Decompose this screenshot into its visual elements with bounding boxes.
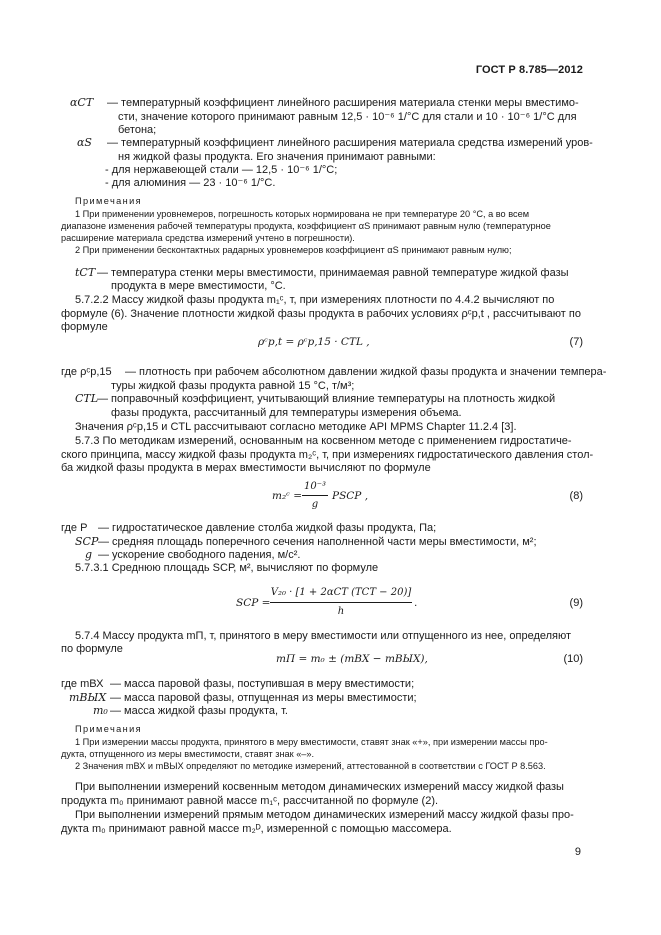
g-definition: — ускорение свободного падения, м/с². bbox=[98, 549, 301, 561]
equation-8-number: (8) bbox=[569, 490, 583, 502]
ctl-definition-line1: — поправочный коэффициент, учитывающий влияние температуры на плотность жидкой bbox=[97, 393, 556, 405]
equation-9-lhs: SСР = bbox=[236, 597, 271, 609]
values-api-mpms-line: Значения ρᶜp,15 и CTL рассчитывают согласно методике API MPMS Chapter 11.2.4 [3]. bbox=[75, 421, 517, 433]
rho-p15-definition-line1: — плотность при рабочем абсолютном давлении жидкой фазы продукта и значении темпера- bbox=[125, 366, 607, 378]
clause-574-line2: по формуле bbox=[61, 643, 123, 655]
m-out-symbol: mВЫХ bbox=[69, 691, 107, 704]
final-paragraph2-line1: При выполнении измерений прямым методом динамических измерений массу жидкой фазы про- bbox=[75, 809, 574, 821]
alpha-s-definition-line2: ня жидкой фазы продукта. Его значения принимают равными: bbox=[118, 151, 436, 163]
rho-p15-symbol: где ρᶜp,15 bbox=[61, 366, 112, 378]
t-ct-definition-line1: — температура стенки меры вместимости, принимаемая равной температуре жидкой фазы bbox=[97, 267, 569, 279]
note1-line1: 1 При применении уровнемеров, погрешность которых нормирована не при температуре 20 °С, а во всем bbox=[75, 209, 530, 219]
m0-symbol: m₀ bbox=[93, 704, 108, 717]
clause-573-line2: ского принципа, массу жидкой фазы продукта m₂ᶜ, т, при измерениях гидростатического давления стол- bbox=[61, 449, 594, 461]
equation-9-number: (9) bbox=[569, 597, 583, 609]
p-symbol: где P bbox=[61, 522, 88, 534]
equation-10-formula: mП = m₀ ± (mВХ − mВЫХ), bbox=[276, 653, 428, 665]
equation-7-formula: ρᶜp,t = ρᶜp,15 · CTL , bbox=[258, 336, 370, 348]
clause-573-line1: 5.7.3 По методикам измерений, основанным на косвенном методе с применением гидростатиче- bbox=[75, 435, 572, 447]
alpha-ct-symbol: αСТ bbox=[70, 96, 94, 109]
note2-line1: 1 При измерении массы продукта, принятого в меру вместимости, ставят знак «+», при измерении массы про- bbox=[75, 737, 548, 747]
note2-title: Примечания bbox=[75, 724, 143, 734]
t-ct-definition-line2: продукта в мере вместимости, °С. bbox=[111, 280, 286, 292]
equation-7-number: (7) bbox=[569, 336, 583, 348]
document-code-header: ГОСТ Р 8.785—2012 bbox=[475, 64, 583, 76]
note2-line3: 2 Значения mВХ и mВЫХ определяют по методике измерений, аттестованной в соответствии с ГОСТ Р 8.563. bbox=[75, 761, 546, 771]
ctl-definition-line2: фазы продукта, рассчитанный для температуры измерения объема. bbox=[111, 407, 462, 419]
equation-9-numerator: V₂₀ · [1 + 2αСТ (TСТ − 20)] bbox=[270, 587, 412, 598]
alpha-s-value-steel: - для нержавеющей стали — 12,5 · 10⁻⁶ 1/°С; bbox=[105, 164, 338, 176]
note2-line2: дукта, отпущенного из меры вместимости, ставят знак «–». bbox=[61, 749, 315, 759]
clause-5722-line1: 5.7.2.2 Массу жидкой фазы продукта m₁ᶜ, т, при измерениях плотности по 4.4.2 вычисляют по bbox=[75, 294, 555, 306]
equation-8-numerator: 10⁻³ bbox=[303, 481, 326, 492]
equation-9-fraction-bar bbox=[270, 602, 412, 603]
m-in-symbol: где mВХ bbox=[61, 678, 104, 690]
clause-573-line3: ба жидкой фазы продукта в мерах вместимости вычисляют по формуле bbox=[61, 462, 431, 474]
note1-line2: диапазоне изменения рабочей температуры продукта, коэффициент αS принимают равным нулю (температурное bbox=[61, 221, 551, 231]
note1-line3: расширение материала средства измерений учтено в погрешности). bbox=[61, 233, 355, 243]
equation-8-denominator: g bbox=[311, 499, 319, 510]
alpha-ct-definition-line1: — температурный коэффициент линейного расширения материала стенки меры вместимо- bbox=[107, 97, 579, 109]
equation-8-fraction-bar bbox=[302, 495, 328, 496]
m-in-definition: — масса паровой фазы, поступившая в меру вместимости; bbox=[110, 678, 415, 690]
alpha-ct-definition-line2: сти, значение которого принимают равным 12,5 · 10⁻⁶ 1/°С для стали и 10 · 10⁻⁶ 1/°С для bbox=[118, 111, 577, 123]
alpha-s-symbol: αS bbox=[77, 136, 92, 149]
page-number: 9 bbox=[574, 846, 581, 858]
equation-8-rhs: PSСР , bbox=[332, 490, 369, 502]
alpha-s-value-aluminium: - для алюминия — 23 · 10⁻⁶ 1/°С. bbox=[105, 177, 276, 189]
s-cp-definition: — средняя площадь поперечного сечения наполненной части меры вместимости, м²; bbox=[98, 536, 537, 548]
p-definition: — гидростатическое давление столба жидкой фазы продукта, Па; bbox=[98, 522, 437, 534]
note1-line4: 2 При применении бесконтактных радарных уровнемеров коэффициент αS принимают равным нулю; bbox=[75, 245, 512, 255]
alpha-s-definition-line1: — температурный коэффициент линейного расширения материала средства измерений уров- bbox=[107, 137, 593, 149]
note1-title: Примечания bbox=[75, 196, 143, 206]
alpha-ct-definition-line3: бетона; bbox=[118, 124, 157, 136]
clause-5731-line1: 5.7.3.1 Среднюю площадь SСР, м², вычисляют по формуле bbox=[75, 562, 379, 574]
t-ct-symbol: tСТ bbox=[75, 266, 96, 279]
rho-p15-definition-line2: туры жидкой фазы продукта равной 15 °С, т/м³; bbox=[111, 380, 355, 392]
equation-8-lhs: m₂ᶜ = bbox=[272, 490, 303, 502]
m-out-definition: — масса паровой фазы, отпущенная из меры вместимости; bbox=[110, 692, 417, 704]
s-cp-symbol: SСР bbox=[75, 535, 99, 548]
g-symbol: g bbox=[85, 548, 93, 561]
final-paragraph2-line2: дукта m₀ принимают равной массе m₂ᴰ, измеренной с помощью массомера. bbox=[61, 823, 452, 835]
clause-574-line1: 5.7.4 Массу продукта mП, т, принятого в меру вместимости или отпущенного из нее, определяют bbox=[75, 630, 572, 642]
ctl-symbol: CTL bbox=[75, 392, 99, 405]
m0-definition: — масса жидкой фазы продукта, т. bbox=[110, 705, 288, 717]
equation-9-denominator: h bbox=[337, 606, 345, 617]
clause-5722-line2: формуле (6). Значение плотности жидкой фазы продукта в рабочих условиях ρᶜp,t , рассчитывают по bbox=[61, 308, 581, 320]
equation-9-tail: . bbox=[414, 597, 418, 609]
clause-5722-line3: формуле bbox=[61, 321, 108, 333]
final-paragraph1-line2: продукта m₀ принимают равной массе m₁ᶜ, рассчитанной по формуле (2). bbox=[61, 795, 439, 807]
final-paragraph1-line1: При выполнении измерений косвенным методом динамических измерений массу жидкой фазы bbox=[75, 781, 564, 793]
equation-10-number: (10) bbox=[563, 653, 583, 665]
